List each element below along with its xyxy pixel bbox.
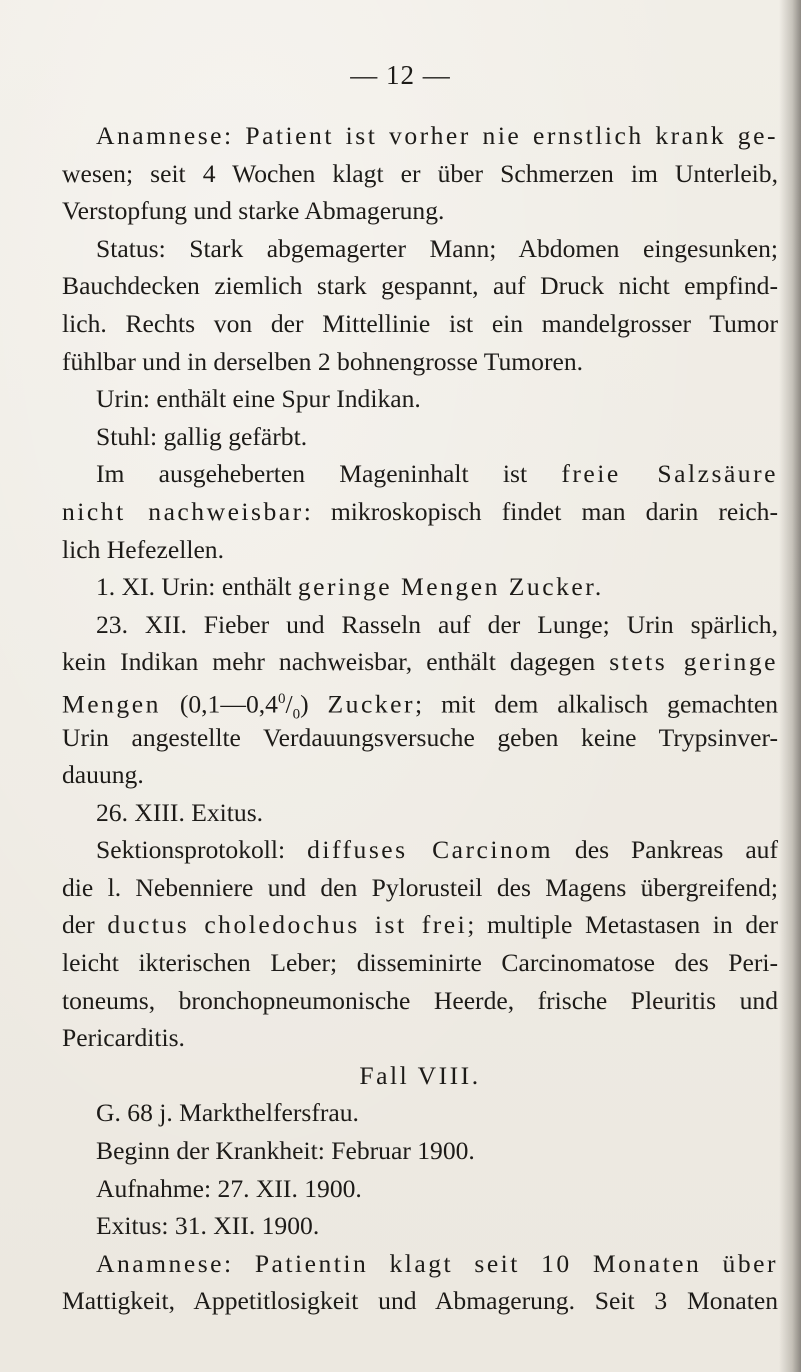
text-line: Anamnese: Patientin klagt seit 10 Monaten über — [96, 1248, 778, 1278]
text-line: 23. XII. Fieber und Rasseln auf der Lunge; Urin spärlich, — [96, 609, 778, 639]
text-line: Mattigkeit, Appetitlosigkeit und Abmagerung. Seit 3 Monaten — [62, 1286, 778, 1316]
spaced-emphasis: geringe Mengen Zucker. — [297, 572, 604, 602]
text-line: lich. Rechts von der Mittellinie ist ein mandelgrosser Tumor — [62, 308, 778, 338]
text-line: Pericarditis. — [62, 1023, 185, 1053]
text-line: kein Indikan mehr nachweisbar, enthält dagegen stets geringe — [62, 647, 778, 677]
spaced-emphasis: diffuses Carcinom — [307, 835, 553, 865]
spaced-emphasis: stets geringe — [609, 647, 778, 677]
percent-sub: 0 — [292, 706, 301, 723]
spaced-emphasis: Zucker — [327, 689, 416, 719]
text-line: 26. XIII. Exitus. — [96, 797, 264, 827]
section-heading: Fall VIII. — [359, 1060, 481, 1090]
text-line: lich Hefezellen. — [62, 534, 224, 564]
text-line: Bauchdecken ziemlich stark gespannt, auf Druck nicht empfind- — [62, 271, 778, 301]
text-line: Verstopfung und starke Abmagerung. — [62, 196, 445, 226]
page-edge-shadow — [779, 0, 801, 1372]
spaced-emphasis: Mengen — [62, 689, 161, 719]
text-line: toneums, bronchopneumonische Heerde, frische Pleuritis und — [62, 985, 778, 1015]
text-line: G. 68 j. Markthelfersfrau. — [96, 1098, 359, 1128]
text-line: Mengen $(0,1—0,4^0/_0)$ Zucker; mit dem alkalisch gemachten — [62, 689, 778, 723]
spaced-emphasis: ductus choledochus ist frei — [107, 910, 468, 940]
spaced-emphasis: freie Salzsäure — [561, 459, 778, 489]
text-line: wesen; seit 4 Wochen klagt er über Schmerzen im Unterleib, — [62, 158, 778, 188]
page-number: — 12 — — [350, 60, 451, 90]
text-line: fühlbar und in derselben 2 bohnengrosse Tumoren. — [62, 346, 584, 376]
text-line: Exitus: 31. XII. 1900. — [96, 1211, 320, 1241]
spaced-emphasis: nicht nachweisbar — [62, 496, 304, 526]
text-line: nicht nachweisbar: mikroskopisch findet man darin reich- — [62, 496, 779, 526]
body-text — [62, 117, 778, 1320]
text-line: Beginn der Krankheit: Februar 1900. — [96, 1136, 475, 1166]
text-line: Aufnahme: 27. XII. 1900. — [96, 1173, 362, 1203]
text-line: Im ausgeheberten Mageninhalt ist freie Salzsäure — [96, 459, 778, 489]
text-line: Anamnese: Patient ist vorher nie ernstlich krank ge- — [96, 121, 778, 150]
text-line: Stuhl: gallig gefärbt. — [96, 421, 308, 451]
text-line: Sektionsprotokoll: diffuses Carcinom des Pankreas auf — [96, 835, 778, 865]
text-line: Urin: enthält eine Spur Indikan. — [96, 384, 421, 414]
text-line: die l. Nebenniere und den Pylorusteil des Magens übergreifend; — [62, 872, 778, 902]
degree-mark: 0 — [277, 690, 286, 707]
text-line: der ductus choledochus ist frei; multiple Metastasen in der — [62, 910, 779, 940]
text-line: Urin angestellte Verdauungsversuche geben keine Trypsinver- — [62, 722, 778, 752]
text-line: leicht ikterischen Leber; disseminirte Carcinomatose des Peri- — [62, 948, 778, 978]
text-line: Status: Stark abgemagerter Mann; Abdomen eingesunken; — [96, 233, 778, 263]
text-line: 1. XI. Urin: enthält geringe Mengen Zucker. — [96, 572, 604, 602]
text-line: dauung. — [62, 760, 144, 790]
